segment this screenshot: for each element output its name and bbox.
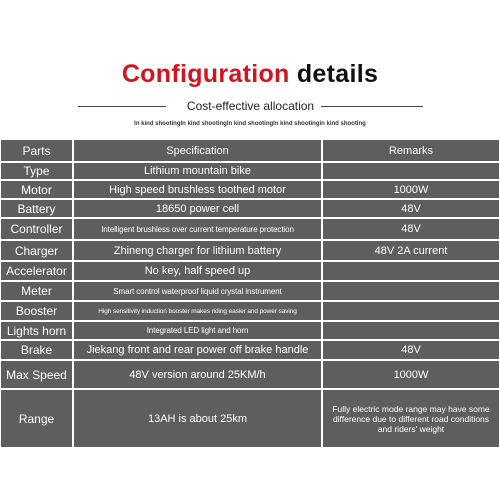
table-row — [0, 241, 500, 260]
cell-part: Controller — [1, 219, 72, 239]
title-black: details — [296, 60, 379, 88]
cell-remark — [323, 163, 499, 179]
table-row — [0, 302, 500, 320]
cell-remark: Fully electric mode range may have some difference due to different road conditions and riders' weight — [323, 390, 499, 447]
cell-spec: Smart control waterproof liquid crystal instrument — [74, 282, 321, 300]
table-row — [0, 282, 500, 300]
cell-remark — [323, 282, 499, 300]
table-row — [0, 181, 500, 198]
cell-remark: 1000W — [323, 181, 499, 198]
subtitle: Cost-effective allocation — [186, 99, 315, 113]
config-table — [0, 140, 500, 450]
cell-remark: 48V 2A current — [323, 241, 499, 260]
cell-spec: No key, half speed up — [74, 262, 321, 280]
table-row — [0, 262, 500, 280]
cell-part: Meter — [1, 282, 72, 300]
cell-spec: Intelligent brushless over current temperature protection — [74, 219, 321, 239]
cell-spec: 13AH is about 25km — [74, 390, 321, 447]
table-row — [0, 361, 500, 388]
cell-spec: High sensitivity induction booster makes riding easier and power saving — [74, 302, 321, 320]
cell-remark: 1000W — [323, 361, 499, 388]
subtitle-divider-right — [321, 106, 423, 107]
cell-spec: Jiekang front and rear power off brake handle — [74, 341, 321, 359]
tagline: In kind shootingIn kind shootingIn kind shootingIn kind shootingin kind shooting — [134, 121, 366, 127]
cell-part: Accelerator — [1, 262, 72, 280]
cell-remark — [323, 322, 499, 339]
cell-spec: Lithium mountain bike — [74, 163, 321, 179]
table-row — [0, 341, 500, 359]
cell-part: Motor — [1, 181, 72, 198]
table-row — [0, 200, 500, 217]
cell-remark — [323, 262, 499, 280]
title-red: Configuration — [121, 60, 290, 88]
table-row — [0, 322, 500, 339]
cell-part: Type — [1, 163, 72, 179]
subtitle-block — [78, 99, 423, 115]
cell-part: Range — [1, 390, 72, 447]
cell-remark: 48V — [323, 200, 499, 217]
table-row — [0, 163, 500, 179]
cell-part: Max Speed — [1, 361, 72, 388]
cell-remark: 48V — [323, 219, 499, 239]
cell-spec: High speed brushless toothed motor — [74, 181, 321, 198]
cell-part: Charger — [1, 241, 72, 260]
table-row — [0, 390, 500, 447]
cell-remark — [323, 302, 499, 320]
header-parts: Parts — [1, 140, 72, 161]
table-header-row — [0, 140, 500, 161]
cell-part: Brake — [1, 341, 72, 359]
cell-part: Battery — [1, 200, 72, 217]
header-remarks: Remarks — [323, 140, 499, 161]
cell-remark: 48V — [323, 341, 499, 359]
cell-spec: Zhineng charger for lithium battery — [74, 241, 321, 260]
header-specification: Specification — [74, 140, 321, 161]
cell-part: Lights horn — [1, 322, 72, 339]
cell-part: Booster — [1, 302, 72, 320]
page-title — [0, 60, 500, 89]
table-row — [0, 219, 500, 239]
cell-spec: Integrated LED light and horn — [74, 322, 321, 339]
cell-spec: 18650 power cell — [74, 200, 321, 217]
cell-spec: 48V version around 25KM/h — [74, 361, 321, 388]
